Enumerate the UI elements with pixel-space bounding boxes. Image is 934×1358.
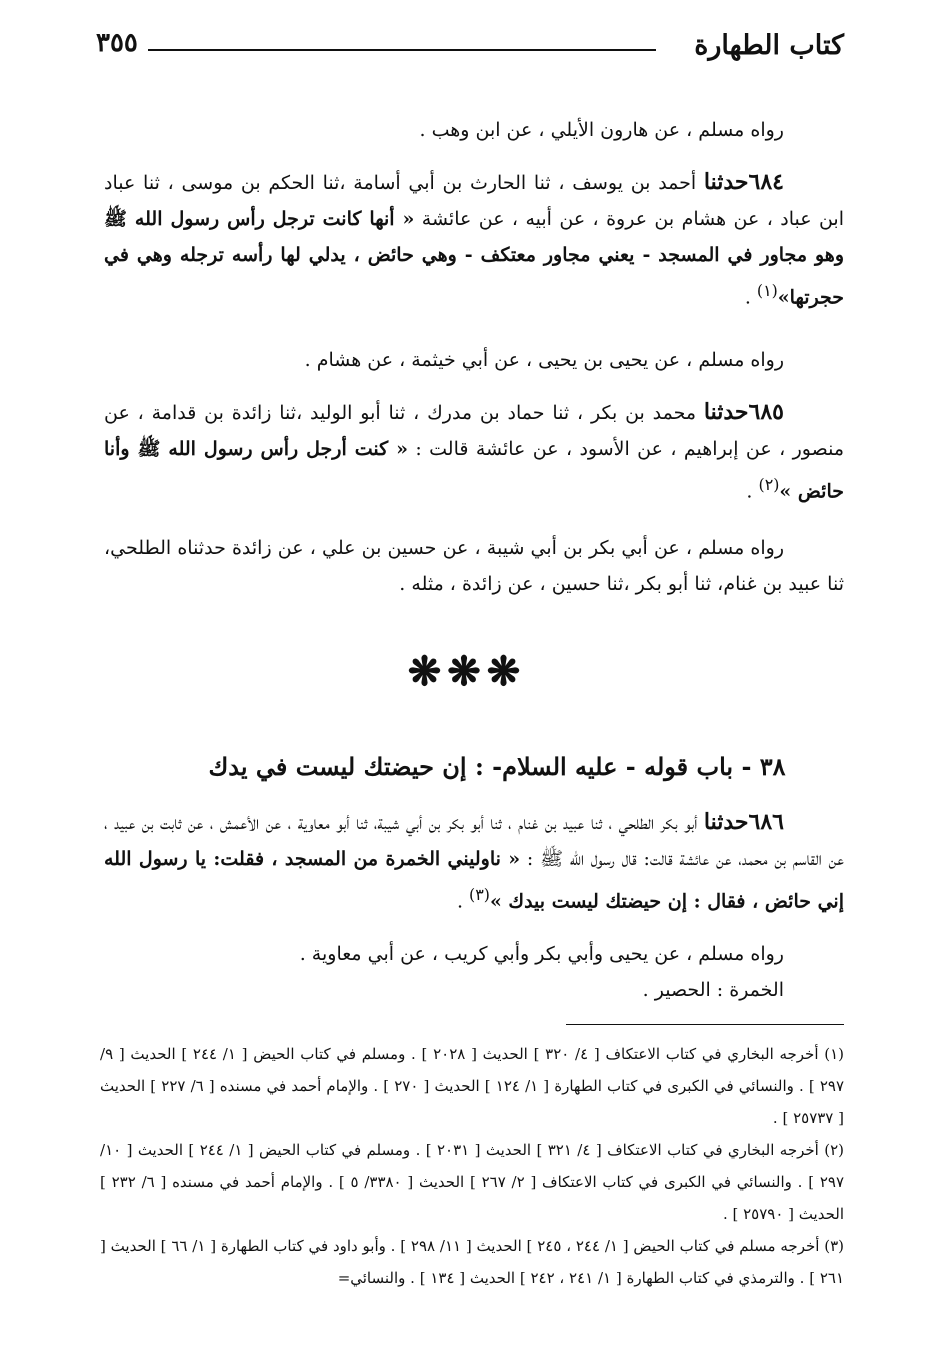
narration-text: رواه مسلم ، عن يحيى وأبي بكر وأبي كريب ، عن أبي معاوية . — [299, 943, 784, 965]
hadith-686-text — [104, 804, 844, 919]
narration-paragraph — [104, 342, 844, 378]
section-separator: ❋❋❋ — [407, 648, 527, 695]
narration-paragraph — [104, 112, 844, 148]
footnote-1: (١) أخرجه البخاري في كتاب الاعتكاف [ ٤/ ٣٢٠ ] الحديث [ ٢٠٢٨ ] . ومسلم في كتاب الحيض [ ١/ ٢٤٤ ] الحديث [ ٩/ ٢٩٧ ] . والنسائي في الكبرى في كتاب الطهارة [ ١/ ١٢٤ ] الحديث [ ٢٧٠ ] . والإمام أحمد في مسنده [ ٦/ ٢٢٧ ] الحديث [ ٢٥٧٣٧ ] . — [100, 1045, 844, 1127]
narration-text: رواه مسلم ، عن هارون الأيلي ، عن ابن وهب . — [419, 119, 784, 141]
gloss-text: الخمرة : الحصير . — [642, 979, 784, 1001]
tahdith-word: حدثنا — [703, 169, 749, 195]
hadith-end: . — [456, 890, 463, 913]
hadith-685-text — [104, 394, 844, 509]
narration-paragraph — [104, 530, 844, 602]
hadith-number: ٦٨٥ — [748, 399, 784, 425]
narration-text: رواه مسلم ، عن يحيى بن يحيى ، عن أبي خيثمة ، عن هشام . — [304, 349, 784, 371]
narration-paragraph — [104, 936, 844, 1008]
narration-text: رواه مسلم ، عن أبي بكر بن أبي شيبة ، عن حسين بن علي ، عن زائدة حدثناه الطلحي، ثنا عبيد بن غنام، ثنا أبو بكر ،ثنا حسين ، عن زائدة ، مثله . — [104, 537, 844, 595]
hadith-685 — [104, 394, 844, 509]
footnote-2: (٢) أخرجه البخاري في كتاب الاعتكاف [ ٤/ ٣٢١ ] الحديث [ ٢٠٣١ ] . ومسلم في كتاب الحيض [ ١/ ٢٤٤ ] الحديث [ ١٠/ ٢٩٧ ] . والنسائي في الكبرى في كتاب الاعتكاف [ ٢/ ٢٦٧ ] الحديث [ ٣٣٨٠/ ٥ ] . والإمام أحمد في مسنده [ ٦/ ٢٣٢ ] الحديث [ ٢٥٧٩٠ ] . — [100, 1141, 844, 1223]
isnad-chain: محمد بن بكر ، ثنا حماد بن مدرك ، ثنا أبو الوليد ،ثنا زائدة بن قدامة ، عن منصور ، عن إبراهيم ، عن الأسود ، عن عائشة قالت : — [104, 402, 845, 460]
hadith-matn: « أنها كانت ترجل رأس رسول الله ﷺ وهو مجاور في المسجد - يعني مجاور معتكف - وهي حائض ، يدلي لها رأسه ترجله وهي في حجرتها» — [104, 208, 844, 309]
hadith-number: ٦٨٤ — [748, 169, 784, 195]
running-title: كتاب الطهارة — [694, 30, 844, 61]
footnote-reference: (٢) — [758, 475, 780, 494]
footnote-3: (٣) أخرجه مسلم في كتاب الحيض [ ١/ ٢٤٤ ، ٢٤٥ ] الحديث [ ١١/ ٢٩٨ ] . وأبو داود في كتاب الطهارة [ ١/ ٦٦ ] الحديث [ ٢٦١ ] . والترمذي في كتاب الطهارة [ ١/ ٢٤١ ، ٢٤٢ ] الحديث [ ١٣٤ ] . والنسائي= — [100, 1237, 844, 1287]
hadith-matn: « ناوليني الخمرة من المسجد ، فقلت: يا رسول الله إني حائض ، فقال : إن حيضتك ليست بيدك » — [104, 848, 844, 913]
isnad-chain: أحمد بن يوسف ، ثنا الحارث بن أبي أسامة ،ثنا الحكم بن موسى ، ثنا عباد ابن عباد ، عن هشام بن عروة ، عن أبيه ، عن عائشة — [104, 172, 844, 230]
tahdith-word: حدثنا — [703, 809, 749, 835]
hadith-number: ٦٨٦ — [748, 809, 784, 835]
page-header — [96, 28, 844, 68]
hadith-684 — [104, 164, 844, 315]
footnote-reference: (١) — [756, 281, 778, 300]
hadith-end: . — [746, 480, 753, 503]
hadith-686 — [104, 804, 844, 919]
tahdith-word: حدثنا — [703, 399, 749, 425]
hadith-684-text — [104, 164, 844, 315]
footnote-rule — [566, 1024, 844, 1025]
hadith-matn: « كنت أرجل رأس رسول الله ﷺ وأنا حائض » — [104, 438, 844, 503]
hadith-end: . — [744, 286, 751, 309]
isnad-chain: أبو بكر الطلحي ، ثنا عبيد بن غنام ، ثنا أبو بكر بن أبي شيبة، ثنا أبو معاوية ، عن الأعمش ، عن ثابت بن عبيد ، عن القاسم بن محمد، عن عائشة قالت: قال رسول الله ﷺ : — [104, 812, 844, 870]
footnotes — [100, 1038, 844, 1294]
page-number: ٣٥٥ — [96, 28, 138, 58]
footnote-reference: (٣) — [469, 885, 490, 904]
header-rule — [148, 49, 656, 51]
chapter-heading: ٣٨ - باب قوله - عليه السلام- : إن حيضتك ليست في يدك — [208, 752, 786, 781]
